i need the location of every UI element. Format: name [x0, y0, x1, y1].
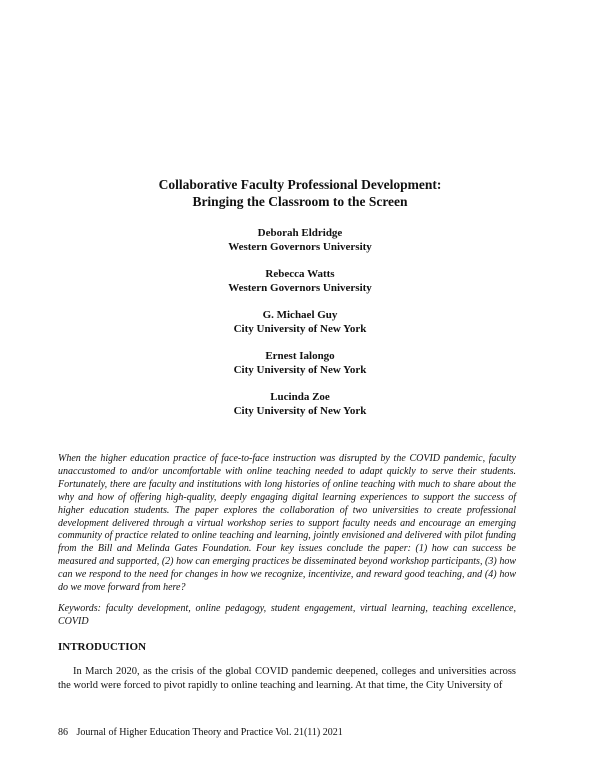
- body-paragraph: In March 2020, as the crisis of the global COVID pandemic deepened, colleges and universities across the world were forced to pivot rapidly to online teaching and learning. At that time, the City University of: [58, 666, 516, 691]
- author-affiliation: Western Governors University: [228, 282, 372, 294]
- title-line-1: Collaborative Faculty Professional Development:: [158, 177, 442, 192]
- author-block: [0, 349, 600, 390]
- author-block: [0, 390, 600, 431]
- page-number: 86: [58, 727, 68, 738]
- author-affiliation: Western Governors University: [228, 241, 372, 253]
- abstract: When the higher education practice of face-to-face instruction was disrupted by the COVID pandemic, faculty unaccustomed to and/or uncomfortable with online teaching needed to adapt quickly to serve their students. Fortunately, there are faculty and institutions with long histories of online teaching with much to share about the why and how of offering high-quality, deeply engaging digital learning experiences to support the success of higher education students. The paper explores the collaboration of two universities to create professional development delivered through a virtual workshop series to support faculty needs and encourage an emerging community of practice related to online teaching and learning, jointly envisioned and delivered with pilot funding from the Bill and Melinda Gates Foundation. Four key issues conclude the paper: (1) how can success be measured and supported, (2) how can emerging practices be disseminated beyond workshop participants, (3) how can we respond to the need for changes in how we recognize, incentivize, and reward good teaching, and (4) how do we move forward from here?: [58, 453, 516, 594]
- author-block: [0, 267, 600, 308]
- journal-citation: Journal of Higher Education Theory and Practice Vol. 21(11) 2021: [76, 727, 343, 738]
- author-name: Deborah Eldridge: [257, 227, 343, 239]
- author-name: Ernest Ialongo: [265, 350, 335, 362]
- title-line-2: Bringing the Classroom to the Screen: [192, 194, 408, 209]
- author-name: Rebecca Watts: [265, 268, 335, 280]
- keywords: Keywords: faculty development, online pedagogy, student engagement, virtual learning, teaching excellence, COVID: [58, 603, 516, 627]
- author-name: Lucinda Zoe: [270, 391, 330, 403]
- author-list: [0, 226, 600, 431]
- page-footer: [58, 727, 349, 738]
- author-affiliation: City University of New York: [233, 364, 367, 376]
- author-block: [0, 308, 600, 349]
- author-name: G. Michael Guy: [262, 309, 338, 321]
- section-heading: INTRODUCTION: [58, 641, 147, 653]
- author-affiliation: City University of New York: [233, 405, 367, 417]
- author-block: [0, 226, 600, 267]
- paper-title: [0, 176, 600, 210]
- author-affiliation: City University of New York: [233, 323, 367, 335]
